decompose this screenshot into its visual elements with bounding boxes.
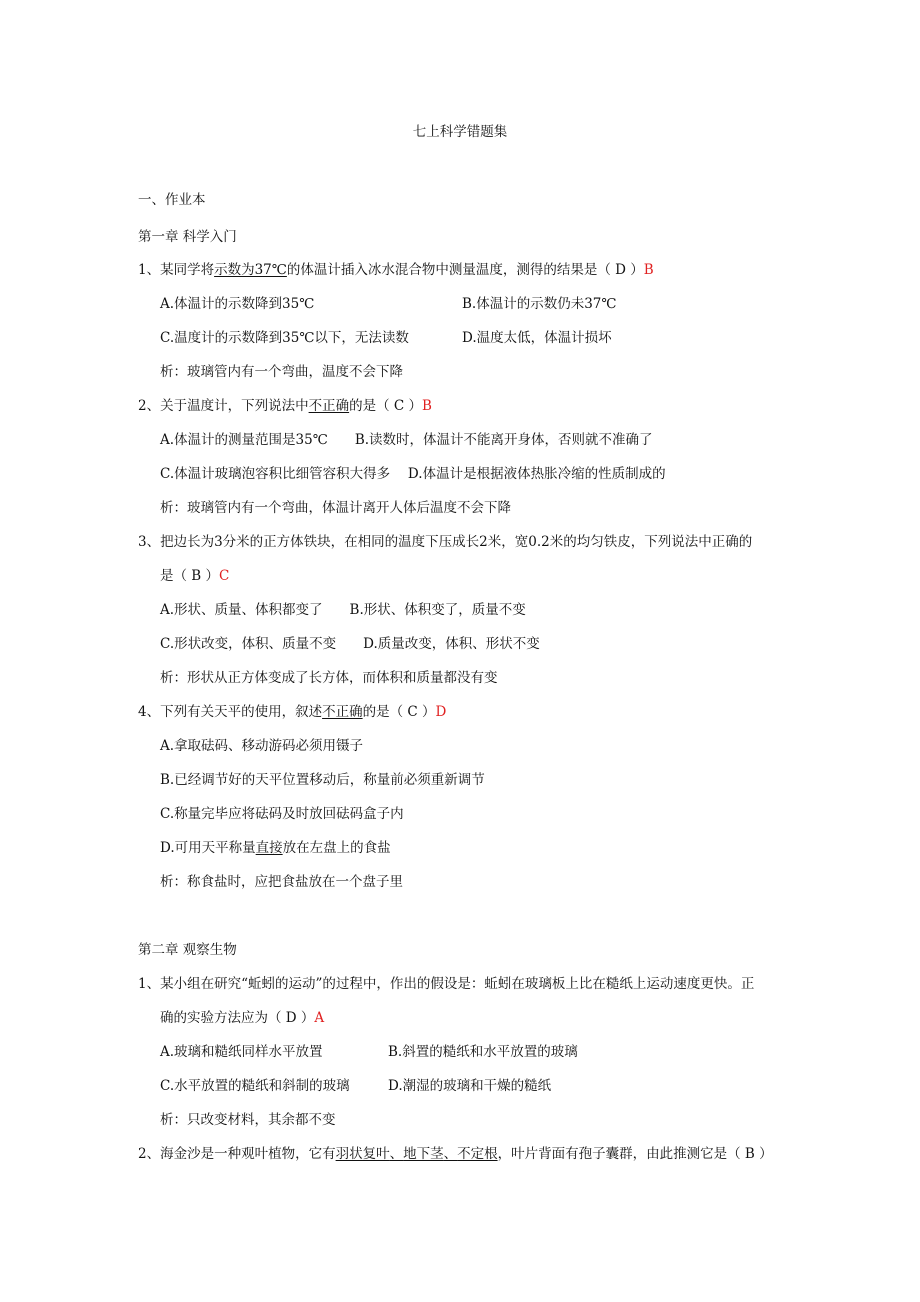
underlined-text: 羽状复叶	[335, 1146, 390, 1162]
question-1-3: 3、把边长为3分米的正方体铁块，在相同的温度下压成长2米，宽0.2米的均匀铁皮，下列说法中正确的	[138, 534, 753, 550]
correct-answer: D	[435, 704, 447, 720]
question-text: ，叶片背面有孢子囊群，由此推测它是（ B ）	[497, 1146, 773, 1162]
question-text: 的是（ C ）	[349, 398, 423, 414]
correct-answer: C	[219, 568, 230, 584]
option-b: B.斜置的糙纸和水平放置的玻璃	[388, 1044, 578, 1060]
option-a: A.体温计的示数降到35℃	[160, 296, 315, 312]
options-cd: C.体温计玻璃泡容积比细管容积大得多 D.体温计是根据液体热胀冷缩的性质制成的	[160, 466, 666, 482]
question-2-1-cont	[160, 1009, 324, 1027]
option-d: D.潮湿的玻璃和干燥的糙纸	[388, 1078, 552, 1094]
question-text: 确的实验方法应为（ D ）	[160, 1010, 315, 1026]
underlined-text: 、	[389, 1146, 404, 1162]
analysis-note: 析：形状从正方体变成了长方体，而体积和质量都没有变	[160, 670, 498, 686]
options-cd: C.形状改变，体积、质量不变 D.质量改变，体积、形状不变	[160, 636, 540, 652]
option-b: B.体温计的示数仍未37℃	[462, 296, 617, 312]
correct-answer: B	[643, 262, 654, 278]
question-text: 2、关于温度计，下列说法中	[138, 398, 309, 414]
question-text: 的是（ C ）	[362, 704, 436, 720]
underlined-text: 不正确	[308, 398, 350, 414]
correct-answer: B	[422, 398, 432, 414]
underlined-text: 地下茎	[403, 1146, 444, 1162]
question-text: 2、海金沙是一种观叶植物，它有	[138, 1146, 336, 1162]
option-d	[160, 839, 391, 857]
question-text: 1、某同学将	[138, 262, 215, 278]
question-1-4	[138, 703, 446, 721]
question-text: 是（ B ）	[160, 568, 220, 584]
chapter-1-heading: 第一章 科学入门	[138, 229, 237, 245]
section-heading: 一、作业本	[138, 192, 206, 208]
question-1-3-cont	[160, 567, 229, 585]
underlined-text: 不定根	[457, 1146, 498, 1162]
underlined-text: 示数为37℃	[214, 262, 287, 278]
option-c: C.称量完毕应将砝码及时放回砝码盒子内	[160, 806, 404, 822]
question-1-2	[138, 397, 432, 415]
analysis-note: 析：只改变材料，其余都不变	[160, 1112, 336, 1128]
option-d: D.温度太低，体温计损坏	[462, 330, 612, 346]
question-2-2	[138, 1145, 773, 1163]
correct-answer: A	[314, 1010, 325, 1026]
question-text: 的体温计插入冰水混合物中测量温度，测得的结果是（ D ）	[286, 262, 644, 278]
option-c: C.温度计的示数降到35℃以下，无法读数	[160, 330, 409, 346]
question-1-1	[138, 261, 654, 279]
analysis-note: 析：玻璃管内有一个弯曲，体温计离开人体后温度不会下降	[160, 500, 511, 516]
question-2-1: 1、某小组在研究“蚯蚓的运动”的过程中，作出的假设是：蚯蚓在玻璃板上比在糙纸上运动速度更快。正	[138, 976, 755, 992]
options-ab: A.形状、质量、体积都变了 B.形状、体积变了，质量不变	[160, 602, 526, 618]
analysis-note: 析：称食盐时，应把食盐放在一个盘子里	[160, 874, 403, 890]
chapter-2-heading: 第二章 观察生物	[138, 942, 237, 958]
option-text: D.可用天平称量	[160, 840, 256, 856]
option-b: B.已经调节好的天平位置移动后，称量前必须重新调节	[160, 772, 485, 788]
analysis-note: 析：玻璃管内有一个弯曲，温度不会下降	[160, 364, 403, 380]
question-text: 4、下列有关天平的使用，叙述	[138, 704, 323, 720]
option-a: A.拿取砝码、移动游码必须用镊子	[160, 738, 364, 754]
options-ab: A.体温计的测量范围是35℃ B.读数时，体温计不能离开身体，否则就不准确了	[160, 432, 653, 448]
underlined-text: 不正确	[322, 704, 363, 720]
option-text: 放在左盘上的食盐	[282, 840, 391, 856]
option-c: C.水平放置的糙纸和斜制的玻璃	[160, 1078, 350, 1094]
underlined-text: 直接	[255, 840, 283, 856]
page-title: 七上科学错题集	[412, 124, 508, 140]
underlined-text: 、	[443, 1146, 458, 1162]
option-a: A.玻璃和糙纸同样水平放置	[160, 1044, 323, 1060]
